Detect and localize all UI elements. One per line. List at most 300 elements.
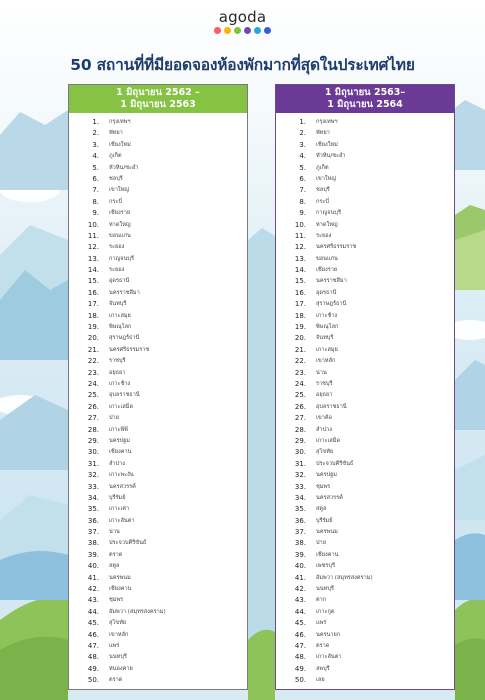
rank-number: 38. — [87, 539, 99, 548]
destination-name: นครสวรรค์ — [109, 483, 136, 490]
destination-name: เกาะเต่า — [109, 506, 130, 513]
rank-number: 25. — [87, 391, 99, 400]
destination-name: เชียงคาน — [316, 551, 339, 558]
list-item — [276, 356, 454, 367]
rank-number: 34. — [294, 493, 306, 502]
destination-name: อุบลราชธานี — [109, 392, 140, 399]
destination-name: เกาะลันตา — [316, 654, 342, 661]
list-item — [276, 652, 454, 663]
list-item — [69, 163, 247, 174]
list-item — [276, 425, 454, 436]
destination-name: จันทบุรี — [316, 335, 334, 342]
destination-name: เชียงคาน — [109, 586, 132, 593]
list-item — [69, 128, 247, 139]
list-item — [276, 436, 454, 447]
destination-name: ภูเก็ต — [109, 153, 122, 160]
rank-number: 2. — [299, 129, 306, 138]
destination-name: เพชรบุรี — [316, 563, 335, 570]
destination-name: นครพนม — [316, 529, 338, 536]
destination-name: เลย — [316, 677, 325, 684]
list-item — [69, 151, 247, 162]
logo-dot — [244, 27, 251, 34]
destination-name: อุดรธานี — [109, 278, 130, 285]
list-item — [69, 322, 247, 333]
rank-number: 41. — [294, 573, 306, 582]
list-item — [69, 470, 247, 481]
list-item — [69, 425, 247, 436]
list-item — [69, 220, 247, 231]
list-item — [69, 368, 247, 379]
destination-name: อุดรธานี — [316, 289, 337, 296]
destination-name: เกาะสมุย — [109, 312, 131, 319]
destination-name: ตราด — [109, 551, 123, 558]
destination-name: เกาะกูด — [316, 608, 335, 615]
rank-number: 31. — [294, 459, 306, 468]
rank-number: 35. — [294, 505, 306, 514]
destination-name: เกาะช้าง — [109, 380, 131, 387]
rank-number: 32. — [294, 471, 306, 480]
destination-name: พัทยา — [109, 130, 123, 137]
list-item — [276, 174, 454, 185]
logo-dot — [214, 27, 221, 34]
rank-number: 10. — [294, 220, 306, 229]
rank-number: 1. — [299, 118, 306, 126]
rank-number: 19. — [294, 323, 306, 332]
rank-number: 29. — [294, 436, 306, 445]
logo-dot — [224, 27, 231, 34]
list-item — [69, 197, 247, 208]
rank-number: 11. — [87, 231, 99, 240]
rank-number: 20. — [87, 334, 99, 343]
list-item — [69, 265, 247, 276]
list-item — [69, 447, 247, 458]
list-item — [276, 573, 454, 584]
destination-name: เชียงใหม่ — [109, 141, 131, 148]
ranking-list-left — [69, 113, 247, 687]
list-item — [69, 641, 247, 652]
rank-number: 21. — [87, 345, 99, 354]
rank-number: 15. — [87, 277, 99, 286]
list-item — [69, 561, 247, 572]
destination-name: ระยอง — [316, 232, 332, 239]
list-item — [69, 652, 247, 663]
destination-name: หาดใหญ่ — [109, 221, 131, 228]
list-item — [276, 607, 454, 618]
page-title: 50 สถานที่ที่มียอดจองห้องพักมากที่สุดในประเทศไทย — [70, 56, 415, 74]
rank-number: 4. — [299, 152, 306, 161]
list-item — [276, 276, 454, 287]
list-item — [276, 584, 454, 595]
rank-number: 12. — [294, 243, 306, 252]
rank-number: 37. — [294, 528, 306, 537]
list-item — [69, 242, 247, 253]
panel-header-right-line2: 1 มิถุนายน 2564 — [327, 99, 403, 110]
panel-header-right — [276, 85, 454, 113]
rank-number: 24. — [87, 379, 99, 388]
rank-number: 31. — [87, 459, 99, 468]
rank-number: 46. — [294, 630, 306, 639]
list-item — [69, 607, 247, 618]
rank-number: 30. — [87, 448, 99, 457]
destination-name: ตาก — [316, 597, 327, 604]
destination-name: กรุงเทพฯ — [316, 119, 338, 125]
rank-number: 14. — [294, 266, 306, 275]
rank-number: 24. — [294, 379, 306, 388]
rank-number: 42. — [294, 585, 306, 594]
destination-name: อุบลราชธานี — [316, 403, 347, 410]
destination-name: ภูเก็ต — [316, 164, 329, 171]
rank-number: 33. — [294, 482, 306, 491]
rank-number: 36. — [87, 516, 99, 525]
destination-name: น่าน — [109, 529, 120, 536]
rank-number: 27. — [294, 414, 306, 423]
destination-name: กาญจนบุรี — [316, 210, 341, 217]
rank-number: 30. — [294, 448, 306, 457]
list-item — [69, 482, 247, 493]
rank-number: 18. — [294, 311, 306, 320]
destination-name: กระบี่ — [109, 198, 122, 205]
destination-name: ปาย — [316, 540, 326, 547]
rank-number: 50. — [87, 676, 99, 685]
rank-number: 16. — [87, 288, 99, 297]
logo-dot — [264, 27, 271, 34]
rank-number: 1. — [92, 118, 99, 126]
list-item — [276, 254, 454, 265]
list-item — [276, 265, 454, 276]
destination-name: ชุมพร — [316, 483, 331, 490]
destination-name: หนองคาย — [109, 665, 133, 672]
list-item — [276, 117, 454, 128]
rank-number: 44. — [87, 607, 99, 616]
rank-number: 19. — [87, 323, 99, 332]
rank-number: 40. — [294, 562, 306, 571]
destination-name: เกาะเสม็ด — [316, 437, 341, 444]
rank-number: 25. — [294, 391, 306, 400]
list-item — [276, 333, 454, 344]
rank-number: 6. — [299, 174, 306, 183]
list-item — [69, 254, 247, 265]
list-item — [69, 333, 247, 344]
list-item — [69, 299, 247, 310]
rank-number: 39. — [294, 550, 306, 559]
list-item — [69, 595, 247, 606]
destination-name: นครนายก — [316, 631, 341, 638]
list-item — [276, 299, 454, 310]
panel-header-left-line1: 1 มิถุนายน 2562 – — [116, 87, 200, 98]
list-item — [276, 664, 454, 675]
rank-number: 16. — [294, 288, 306, 297]
destination-name: ประจวบคีรีขันธ์ — [109, 540, 147, 547]
list-item — [69, 231, 247, 242]
ranking-list-right — [276, 113, 454, 687]
destination-name: สตูล — [316, 506, 327, 513]
destination-name: ชลบุรี — [109, 175, 123, 182]
rank-number: 14. — [87, 266, 99, 275]
rank-number: 41. — [87, 573, 99, 582]
list-item — [69, 390, 247, 401]
destination-name: นครปฐม — [109, 437, 130, 444]
logo-text: agoda — [218, 8, 267, 26]
list-item — [276, 197, 454, 208]
destination-name: ตราด — [109, 677, 123, 684]
rank-number: 15. — [294, 277, 306, 286]
list-item — [69, 584, 247, 595]
rank-number: 26. — [87, 402, 99, 411]
destination-name: เกาะพีพี — [109, 426, 128, 433]
list-item — [69, 459, 247, 470]
rank-number: 7. — [299, 186, 306, 195]
rank-number: 34. — [87, 493, 99, 502]
destination-name: ชลบุรี — [316, 187, 330, 194]
destination-name: จันทบุรี — [109, 301, 127, 308]
destination-name: สุราษฎร์ธานี — [109, 335, 140, 342]
rank-number: 45. — [294, 619, 306, 628]
destination-name: ระยอง — [109, 267, 125, 274]
list-item — [276, 493, 454, 504]
rank-number: 22. — [87, 357, 99, 366]
rank-number: 22. — [294, 357, 306, 366]
destination-name: เกาะช้าง — [316, 312, 338, 319]
rank-number: 48. — [87, 653, 99, 662]
destination-name: กระบี่ — [316, 198, 329, 205]
list-item — [69, 550, 247, 561]
panel-header-left — [69, 85, 247, 113]
destination-name: พิษณุโลก — [316, 324, 339, 331]
rank-number: 43. — [294, 596, 306, 605]
rank-number: 12. — [87, 243, 99, 252]
list-item — [69, 538, 247, 549]
rank-number: 20. — [294, 334, 306, 343]
rank-number: 29. — [87, 436, 99, 445]
list-item — [276, 390, 454, 401]
rank-number: 13. — [87, 254, 99, 263]
list-item — [69, 311, 247, 322]
list-item — [276, 231, 454, 242]
destination-name: ราชบุรี — [316, 380, 333, 387]
rank-number: 2. — [92, 129, 99, 138]
list-item — [69, 504, 247, 515]
destination-name: น่าน — [316, 369, 327, 376]
panel-header-left-line2: 1 มิถุนายน 2563 — [120, 99, 196, 110]
destination-name: สุโขทัย — [109, 620, 127, 627]
list-item — [276, 242, 454, 253]
logo-dots — [0, 27, 485, 34]
list-item — [276, 630, 454, 641]
destination-name: เกาะพะงัน — [109, 472, 134, 479]
rank-number: 7. — [92, 186, 99, 195]
destination-name: สตูล — [109, 563, 120, 570]
destination-name: เกาะเสม็ด — [109, 403, 134, 410]
destination-name: ตราด — [316, 642, 330, 649]
list-panel-2563-2564 — [275, 84, 455, 690]
list-item — [276, 595, 454, 606]
destination-name: ลำปาง — [109, 460, 125, 467]
destination-name: นนทบุรี — [316, 586, 334, 593]
list-item — [69, 356, 247, 367]
destination-name: บุรีรัมย์ — [109, 494, 126, 501]
rank-number: 27. — [87, 414, 99, 423]
destination-name: เชียงคาน — [109, 449, 132, 456]
list-item — [276, 561, 454, 572]
destination-name: แพร่ — [109, 642, 120, 649]
destination-name: สุโขทัย — [316, 449, 334, 456]
list-item — [276, 311, 454, 322]
list-item — [276, 470, 454, 481]
rank-number: 6. — [92, 174, 99, 183]
list-item — [69, 630, 247, 641]
list-item — [276, 322, 454, 333]
destination-name: ปาย — [109, 415, 119, 422]
rank-number: 11. — [294, 231, 306, 240]
list-item — [276, 163, 454, 174]
rank-number: 47. — [294, 641, 306, 650]
list-item — [276, 151, 454, 162]
list-item — [276, 641, 454, 652]
list-item — [69, 573, 247, 584]
rank-number: 18. — [87, 311, 99, 320]
destination-name: เกาะลันตา — [109, 517, 135, 524]
rank-number: 36. — [294, 516, 306, 525]
destination-name: นครราชสีมา — [109, 289, 140, 296]
list-item — [276, 185, 454, 196]
rank-number: 13. — [294, 254, 306, 263]
list-item — [69, 618, 247, 629]
list-item — [69, 664, 247, 675]
list-item — [276, 379, 454, 390]
destination-name: ขอนแก่น — [316, 255, 338, 262]
destination-name: หัวหิน/ชะอำ — [109, 164, 139, 171]
destination-name: เขาใหญ่ — [316, 175, 337, 182]
rank-number: 9. — [92, 209, 99, 218]
destination-name: ประจวบคีรีขันธ์ — [316, 460, 354, 467]
rank-number: 50. — [294, 676, 306, 685]
logo-dot — [234, 27, 241, 34]
list-item — [276, 368, 454, 379]
rank-number: 44. — [294, 607, 306, 616]
rank-number: 23. — [87, 368, 99, 377]
destination-name: นครศรีธรรมราช — [109, 346, 150, 353]
destination-name: ราชบุรี — [109, 358, 126, 365]
rank-number: 28. — [294, 425, 306, 434]
list-item — [276, 527, 454, 538]
destination-name: อยุธยา — [316, 392, 333, 399]
destination-name: เกาะสมุย — [316, 346, 338, 353]
destination-name: สุราษฎร์ธานี — [316, 301, 347, 308]
destination-name: หัวหิน/ชะอำ — [316, 153, 346, 160]
list-panel-2562-2563 — [68, 84, 248, 690]
destination-name: เชียงราย — [109, 210, 131, 217]
destination-name: นนทบุรี — [109, 654, 127, 661]
list-item — [69, 413, 247, 424]
destination-name: ระยอง — [109, 244, 125, 251]
destination-name: กาญจนบุรี — [109, 255, 134, 262]
destination-name: บุรีรัมย์ — [316, 517, 333, 524]
list-item — [276, 538, 454, 549]
list-item — [69, 117, 247, 128]
list-item — [69, 288, 247, 299]
destination-name: กรุงเทพฯ — [109, 119, 131, 125]
list-item — [276, 140, 454, 151]
rank-number: 33. — [87, 482, 99, 491]
rank-number: 35. — [87, 505, 99, 514]
rank-number: 42. — [87, 585, 99, 594]
destination-name: นครศรีธรรมราช — [316, 244, 357, 251]
rank-number: 39. — [87, 550, 99, 559]
destination-name: ขอนแก่น — [109, 232, 131, 239]
list-item — [276, 675, 454, 686]
rank-number: 38. — [294, 539, 306, 548]
list-item — [69, 379, 247, 390]
logo-dot — [254, 27, 261, 34]
list-item — [69, 140, 247, 151]
rank-number: 5. — [299, 163, 306, 172]
list-item — [69, 208, 247, 219]
list-item — [276, 128, 454, 139]
rank-number: 17. — [87, 300, 99, 309]
destination-name: นครราชสีมา — [316, 278, 347, 285]
list-item — [276, 550, 454, 561]
rank-number: 23. — [294, 368, 306, 377]
list-item — [69, 527, 247, 538]
rank-number: 37. — [87, 528, 99, 537]
list-item — [69, 436, 247, 447]
rank-number: 17. — [294, 300, 306, 309]
rank-number: 28. — [87, 425, 99, 434]
rank-number: 47. — [87, 641, 99, 650]
list-item — [69, 276, 247, 287]
destination-name: เชียงใหม่ — [316, 141, 338, 148]
destination-name: อัมพวา (สมุทรสงคราม) — [109, 608, 166, 615]
rank-number: 3. — [299, 140, 306, 149]
list-item — [69, 345, 247, 356]
rank-number: 49. — [294, 664, 306, 673]
list-item — [69, 516, 247, 527]
destination-name: นครสวรรค์ — [316, 494, 343, 501]
list-item — [276, 208, 454, 219]
list-item — [276, 459, 454, 470]
list-item — [276, 345, 454, 356]
list-item — [69, 675, 247, 686]
rank-number: 9. — [299, 209, 306, 218]
list-item — [276, 288, 454, 299]
destination-name: ลำปาง — [316, 426, 332, 433]
list-item — [276, 504, 454, 515]
destination-name: เชียงราย — [316, 267, 338, 274]
rank-number: 10. — [87, 220, 99, 229]
list-item — [276, 482, 454, 493]
list-item — [276, 618, 454, 629]
list-item — [276, 447, 454, 458]
destination-name: หาดใหญ่ — [316, 221, 338, 228]
rank-number: 8. — [299, 197, 306, 206]
list-item — [276, 413, 454, 424]
list-item — [69, 174, 247, 185]
destination-name: เขาหลัก — [316, 358, 336, 365]
destination-name: เขาใหญ่ — [109, 187, 130, 194]
list-item — [276, 402, 454, 413]
destination-name: นครปฐม — [316, 472, 337, 479]
list-item — [276, 220, 454, 231]
rank-number: 32. — [87, 471, 99, 480]
rank-number: 5. — [92, 163, 99, 172]
rank-number: 43. — [87, 596, 99, 605]
rank-number: 3. — [92, 140, 99, 149]
rank-number: 40. — [87, 562, 99, 571]
destination-name: เขาหลัก — [109, 631, 129, 638]
agoda-logo — [0, 8, 485, 34]
destination-name: นครพนม — [109, 574, 131, 581]
rank-number: 4. — [92, 152, 99, 161]
